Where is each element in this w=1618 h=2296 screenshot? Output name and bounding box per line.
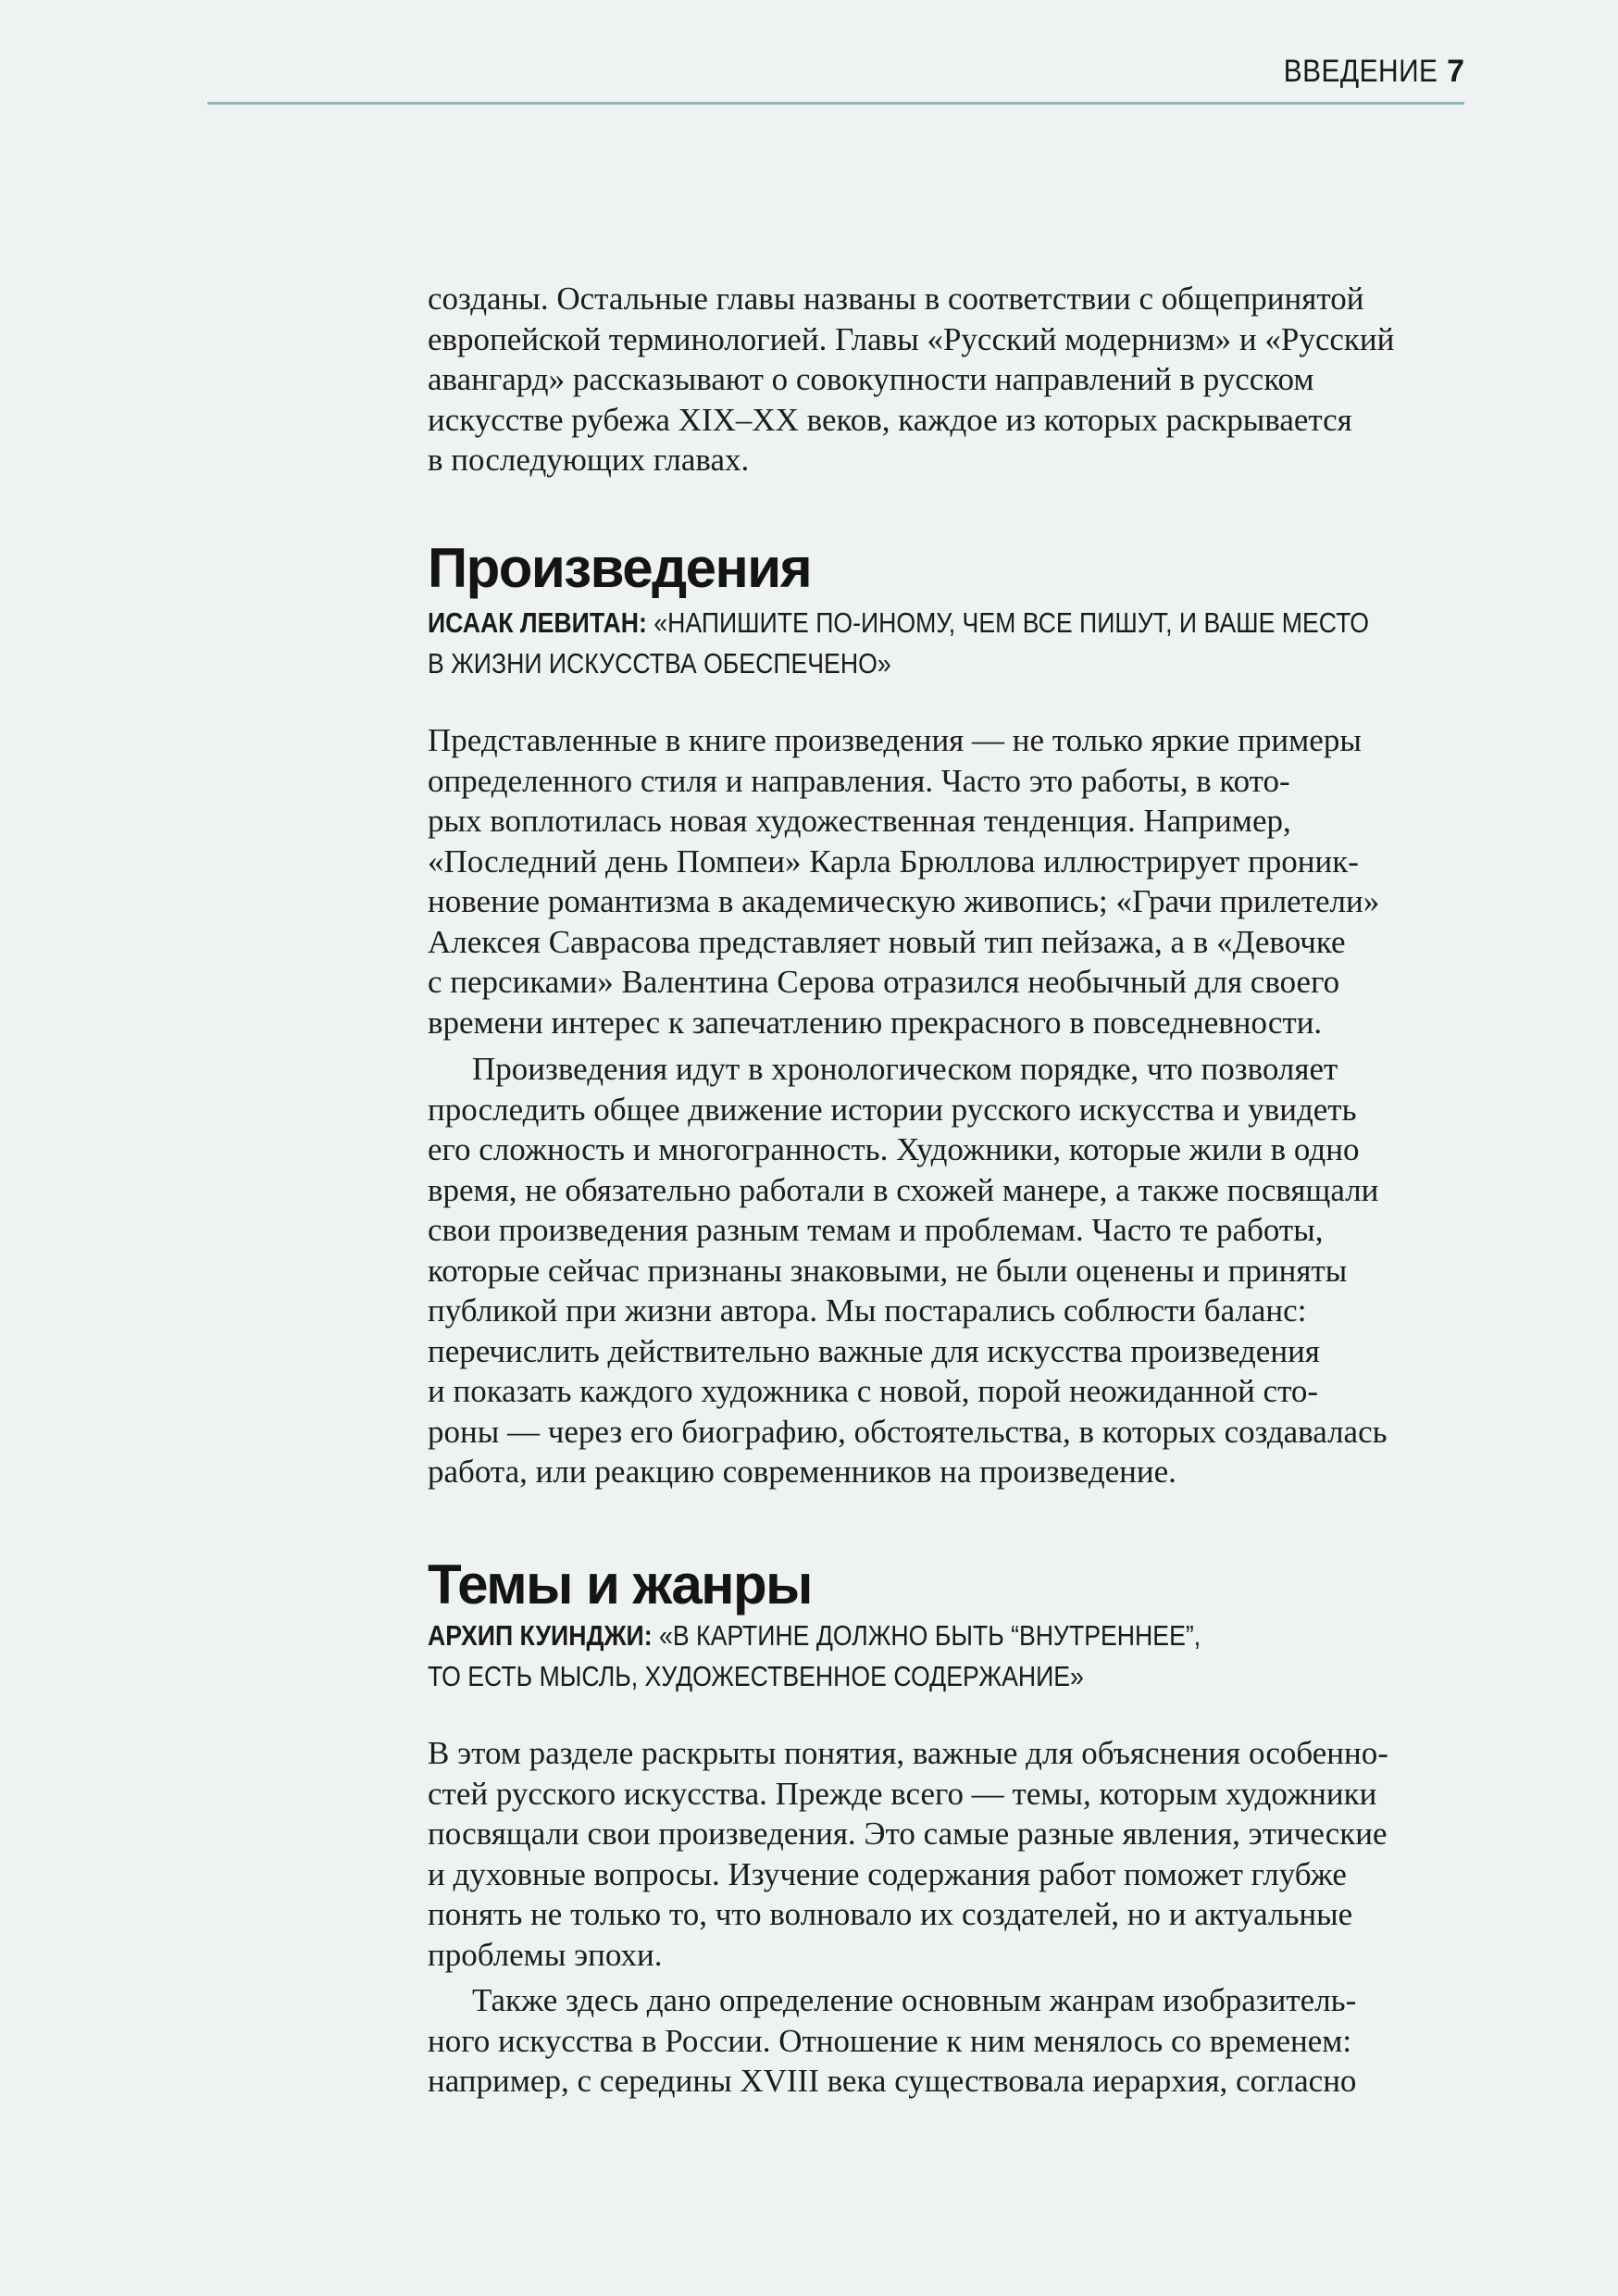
section-epigraph — [428, 1616, 1542, 1697]
header-rule — [207, 102, 1464, 105]
text-line: ного искусства в России. Отношение к ним менялось со временем: — [428, 2022, 1352, 2059]
text-line: определенного стиля и направления. Часто это работы, в кото- — [428, 762, 1290, 799]
section-title: Произведения — [428, 537, 812, 599]
text-line: в последующих главах. — [428, 442, 750, 478]
text-line: времени интерес к запечатлению прекрасного в повседневности. — [428, 1004, 1323, 1041]
text-line: и духовные вопросы. Изучение содержания работ поможет глубже — [428, 1855, 1347, 1892]
quote-text: В ЖИЗНИ ИСКУССТВА ОБЕСПЕЧЕНО» — [428, 647, 891, 680]
section-title: Темы и жанры — [428, 1554, 812, 1616]
text-line: его сложность и многогранность. Художники, которые жили в одно — [428, 1131, 1360, 1167]
paragraph — [428, 1980, 1483, 2102]
text-line: которые сейчас признаны знаковыми, не были оценены и приняты — [428, 1252, 1348, 1289]
text-line: созданы. Остальные главы названы в соответствии с общепринятой — [428, 281, 1364, 317]
text-line: искусстве рубежа XIX–XX веков, каждое из которых раскрывается — [428, 401, 1352, 438]
text-line: Алексея Саврасова представляет новый тип пейзажа, а в «Девочке — [428, 923, 1346, 960]
quote-text: «НАПИШИТЕ ПО-ИНОМУ, ЧЕМ ВСЕ ПИШУТ, И ВАШЕ МЕСТО — [653, 606, 1369, 639]
text-line: и показать каждого художника с новой, порой неожиданной сто- — [428, 1373, 1319, 1409]
text-line: европейской терминологией. Главы «Русский модернизм» и «Русский — [428, 320, 1395, 357]
text-line: стей русского искусства. Прежде всего — темы, которым художники — [428, 1775, 1377, 1812]
paragraph — [428, 279, 1483, 480]
text-line: проследить общее движение истории русского искусства и увидеть — [428, 1091, 1357, 1128]
text-line: свои произведения разным темам и проблемам. Часто те работы, — [428, 1212, 1324, 1248]
paragraph — [428, 1733, 1483, 1975]
running-header — [1263, 54, 1464, 90]
text-line: В этом разделе раскрыты понятия, важные для объяснения особенно- — [428, 1735, 1388, 1771]
text-line: новение романтизма в академическую живопись; «Грачи прилетели» — [428, 883, 1380, 919]
text-line: Произведения идут в хронологическом порядке, что позволяет — [472, 1051, 1338, 1087]
paragraph — [428, 720, 1483, 1042]
text-line: Также здесь дано определение основным жанрам изобразитель- — [472, 1982, 1357, 2018]
text-line: авангард» рассказывают о совокупности направлений в русском — [428, 361, 1314, 397]
text-line: например, с середины XVIII века существовала иерархия, согласно — [428, 2063, 1357, 2099]
quote-text: ТО ЕСТЬ МЫСЛЬ, ХУДОЖЕСТВЕННОЕ СОДЕРЖАНИЕ» — [428, 1660, 1084, 1692]
quote-author: ИСААК ЛЕВИТАН: — [428, 606, 647, 639]
quote-text: «В КАРТИНЕ ДОЛЖНО БЫТЬ “ВНУТРЕННЕЕ”, — [659, 1619, 1201, 1652]
text-line: время, не обязательно работали в схожей манере, а также посвящали — [428, 1171, 1379, 1208]
text-line: «Последний день Помпеи» Карла Брюллова иллюстрирует проник- — [428, 842, 1359, 880]
text-line: рых воплотилась новая художественная тенденция. Например, — [428, 803, 1291, 839]
text-line: понять не только то, что волновало их создателей, но и актуальные — [428, 1896, 1353, 1932]
page-number: 7 — [1447, 54, 1464, 89]
text-line: публикой при жизни автора. Мы постарались соблюсти баланс: — [428, 1292, 1307, 1329]
text-line: перечислить действительно важные для искусства произведения — [428, 1332, 1320, 1369]
text-line: с персиками» Валентина Серова отразился необычный для своего — [428, 964, 1340, 1000]
text-line: Представленные в книге произведения — не только яркие примеры — [428, 722, 1362, 758]
text-line: проблемы эпохи. — [428, 1936, 663, 1973]
section-name: ВВЕДЕНИЕ — [1283, 54, 1438, 89]
paragraph — [428, 1049, 1483, 1492]
text-line: работа, или реакцию современников на произведение. — [428, 1454, 1176, 1490]
text-line: роны — через его биографию, обстоятельства, в которых создавалась — [428, 1413, 1388, 1450]
section-epigraph — [428, 603, 1542, 684]
text-line: посвящали свои произведения. Это самые разные явления, этические — [428, 1816, 1388, 1852]
quote-author: АРХИП КУИНДЖИ: — [428, 1619, 653, 1652]
